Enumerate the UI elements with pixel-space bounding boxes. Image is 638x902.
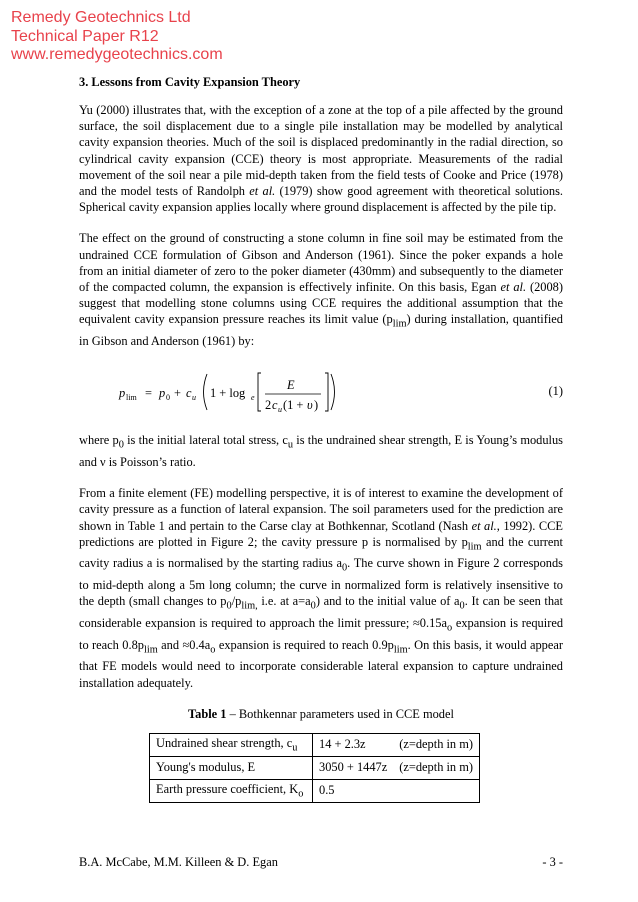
svg-text:1 + log: 1 + log xyxy=(210,386,246,401)
svg-text:=: = xyxy=(145,386,152,401)
page-body xyxy=(79,74,563,803)
svg-text:lim: lim xyxy=(126,393,137,403)
svg-text:0: 0 xyxy=(166,393,170,403)
svg-text:+: + xyxy=(174,386,181,401)
param-value-cell: 3050 + 1447z (z=depth in m) xyxy=(313,756,480,779)
param-name-cell: Undrained shear strength, $c_u$ xyxy=(150,733,313,756)
svg-text:c: c xyxy=(186,386,192,401)
table-row xyxy=(150,733,480,756)
equation-formula xyxy=(79,364,459,420)
page-number: - 3 - xyxy=(542,855,563,869)
header-paper-id: Technical Paper R12 xyxy=(11,27,159,45)
equation-1 xyxy=(79,364,563,420)
param-value-cell: 14 + 2.3z (z=depth in m) xyxy=(313,733,480,756)
page-footer xyxy=(79,855,563,870)
section-title: 3. Lessons from Cavity Expansion Theory xyxy=(79,75,301,89)
svg-text:u: u xyxy=(278,405,282,415)
svg-text:e: e xyxy=(251,393,255,403)
svg-text:υ: υ xyxy=(307,398,313,413)
svg-text:p: p xyxy=(159,386,166,401)
svg-text:(1 +: (1 + xyxy=(283,398,304,413)
paragraph-2: The effect on the ground of constructing a stone column in fine soil may be estimated from the undrained CCE formulation of Gibson and Anderson (1961). Since the poker expands a hole from an initial diameter of zero to the poker diameter (430mm) and subsequently to the diameter of the compacted column, the expansion is effectively infinite. On this basis, Egan et al. (2008) suggest that modelling stone columns using CCE requires the additional assumption that the equivalent cavity expansion pressure reaches its limit value $(p_{lim})$ during installation, quantified in Gibson and Anderson (1961) by: xyxy=(79,231,563,349)
param-name-cell: Young's modulus, E xyxy=(150,756,313,779)
parameters-table xyxy=(149,733,480,803)
header-company: Remedy Geotechnics Ltd xyxy=(11,9,191,26)
paragraph-1: Yu (2000) illustrates that, with the exception of a zone at the top of a pile affected by the ground surface, the soil displacement due to a single pile installation may be modelled by analytical cavity expansion theories. Much of the soil is displaced predominantly in the radial direction, so cylindrical cavity expansion (CCE) theory is most appropriate. Measurements of the radial movement of the soil near a pile mid-depth taken from the field tests of Cooke and Price (1978) and the model tests of Randolph et al. (1979) show good agreement with theoretical solutions. Spherical cavity expansion applies locally where ground displacement is affected by the pile tip. xyxy=(79,103,563,215)
svg-text:u: u xyxy=(192,393,196,403)
paragraph-3: where $p_0$ is the initial lateral total stress, $c_u$ is the undrained shear strength, E is Young’s modulus and ν is Poisson’s ratio. xyxy=(79,433,563,469)
table-row xyxy=(150,779,480,802)
svg-text:p: p xyxy=(119,386,126,401)
param-name-cell: Earth pressure coefficient, $K_o$ xyxy=(150,779,313,802)
svg-text:c: c xyxy=(272,398,278,413)
param-value-cell: 0.5 xyxy=(313,779,480,802)
svg-text:): ) xyxy=(314,398,319,413)
header-website: www.remedygeotechnics.com xyxy=(11,46,223,63)
report-header xyxy=(11,9,223,65)
footer-authors: B.A. McCabe, M.M. Killeen & D. Egan xyxy=(79,855,278,869)
equation-number: (1) xyxy=(548,384,563,399)
table-row xyxy=(150,756,480,779)
svg-text:E: E xyxy=(287,378,295,393)
svg-text:2: 2 xyxy=(265,398,272,413)
table-caption: Table 1 – Bothkennar parameters used in CCE model xyxy=(188,706,454,721)
paragraph-4: From a finite element (FE) modelling perspective, it is of interest to examine the development of cavity pressure as a function of lateral expansion. The soil parameters used for the prediction are shown in Table 1 and pertain to the Carse clay at Bothkennar, Scotland (Nash et al., 1992). CCE predictions are plotted in Figure 2; the cavity pressure p is normalised by $p_{lim}$ and the current cavity radius a is normalised by the starting radius $a_0$. The curve shown in Figure 2 corresponds to mid-depth along a 5m long column; the curve in normalized form is relatively insensitive to the depth (small changes to $p_0/p_{lim,}$ i.e. at $a=a_0$) and to the initial value of $a_0$. It can be seen that considerable expansion is required to approach the limit pressure; $\approx 0.15a_o$ expansion is required to reach $0.8p_{lim}$ and $\approx 0.4a_o$ expansion is required to reach $0.9p_{lim}$. On this basis, it would appear that FE models would need to incorporate considerable lateral expansion to capture undrained installation adequately. xyxy=(79,486,564,690)
